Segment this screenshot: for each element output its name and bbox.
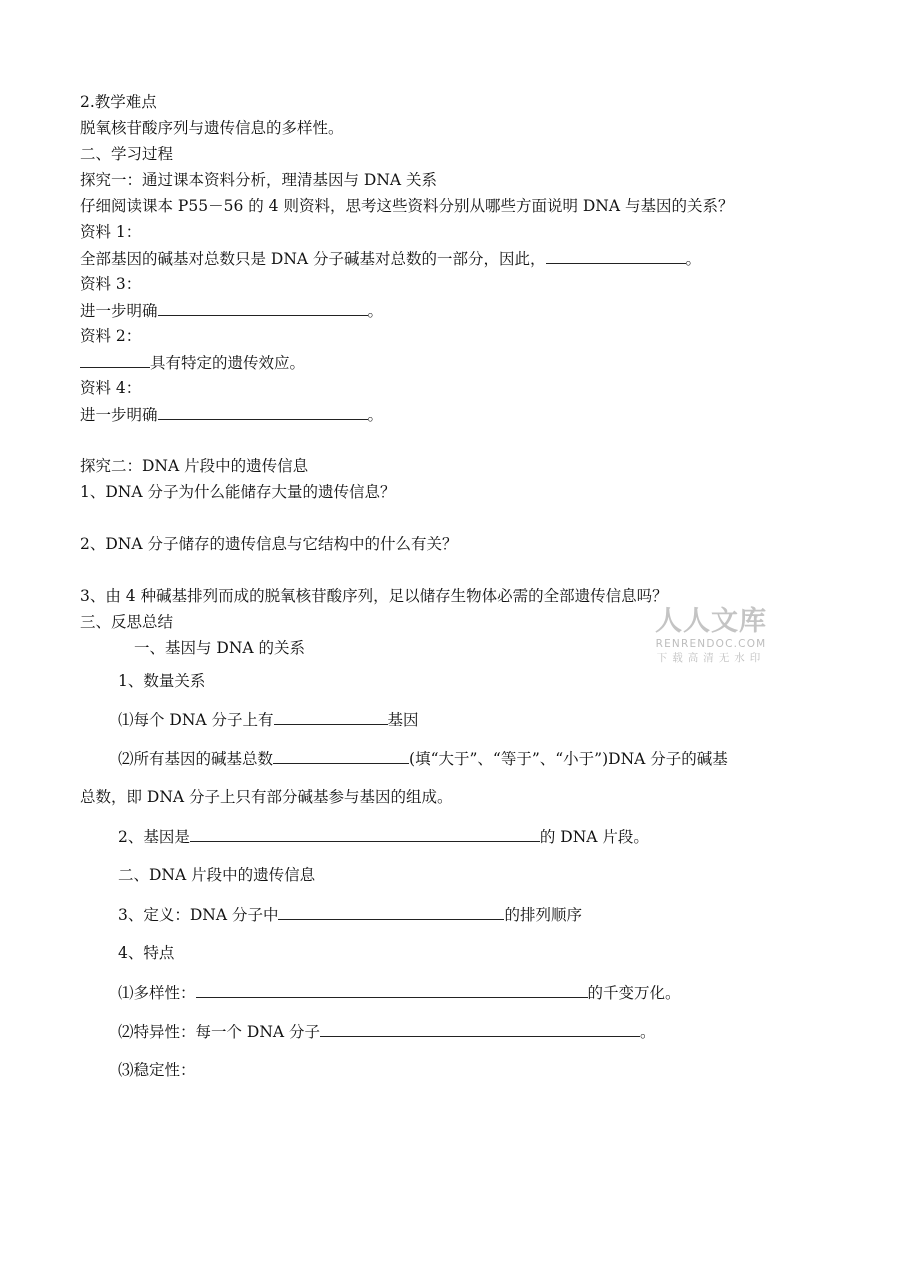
label-material-1: 资料 1： <box>80 223 142 241</box>
text-difficulty-content: 脱氧核苷酸序列与遗传信息的多样性。 <box>80 119 344 137</box>
question-end: 。 <box>367 406 384 424</box>
question-3: 3、由 4 种碱基排列而成的脱氧核苷酸序列，足以储存生物体必需的全部遗传信息吗？ <box>80 587 668 605</box>
fill-stability: ⑶稳定性： <box>118 1061 196 1079</box>
question-material-3 <box>80 300 383 321</box>
question-text: 全部基因的碱基对总数只是 DNA 分子碱基对总数的一部分，因此， <box>80 250 546 268</box>
question-end: 。 <box>685 250 702 268</box>
heading-inquiry-one: 探究一：通过课本资料分析，理清基因与 DNA 关系 <box>80 171 438 189</box>
watermark-logo <box>648 606 774 665</box>
answer-blank[interactable] <box>273 748 409 764</box>
question-end: 。 <box>640 1023 656 1041</box>
text-base-count-continued: 总数，即 DNA 分子上只有部分碱基参与基因的组成。 <box>80 788 453 806</box>
answer-blank[interactable] <box>190 826 540 842</box>
heading-teaching-difficulty: 2.教学难点 <box>80 93 157 111</box>
heading-reflection: 三、反思总结 <box>80 613 174 631</box>
question-material-4 <box>80 404 383 425</box>
question-end: 基因 <box>387 711 419 729</box>
watermark-brand: 人人文库 <box>655 606 767 637</box>
watermark-slogan: 下载高清无水印 <box>656 652 766 664</box>
question-text: ⑵所有基因的碱基总数 <box>118 750 274 768</box>
fill-definition <box>118 904 582 925</box>
question-material-1 <box>80 248 701 269</box>
question-end: 的排列顺序 <box>504 906 582 924</box>
question-text: ⑴多样性： <box>118 984 196 1002</box>
question-end: (填“大于”、“等于”、“小于”)DNA 分子的碱基 <box>409 750 728 768</box>
fill-gene-definition <box>118 826 649 847</box>
label-material-2: 资料 2： <box>80 327 142 345</box>
answer-blank[interactable] <box>320 1021 640 1037</box>
watermark-domain: RENRENDOC.COM <box>655 638 767 650</box>
question-text: ⑵特异性：每一个 DNA 分子 <box>118 1023 321 1041</box>
answer-blank[interactable] <box>158 300 368 316</box>
fill-specificity <box>118 1021 656 1042</box>
fill-diversity <box>118 982 681 1003</box>
heading-gene-dna-relation: 一、基因与 DNA 的关系 <box>134 639 306 657</box>
question-end: 的 DNA 片段。 <box>539 828 649 846</box>
label-material-4: 资料 4： <box>80 379 142 397</box>
question-text: 进一步明确 <box>80 302 158 320</box>
heading-learning-process: 二、学习过程 <box>80 145 174 163</box>
question-text: 具有特定的遗传效应。 <box>150 354 306 372</box>
fill-base-count <box>118 748 728 769</box>
heading-genetic-info: 二、DNA 片段中的遗传信息 <box>118 866 316 884</box>
heading-quantity-relation: 1、数量关系 <box>118 672 206 690</box>
question-end: 的千变万化。 <box>587 984 681 1002</box>
question-text: 2、基因是 <box>118 828 190 846</box>
answer-blank[interactable] <box>278 904 504 920</box>
question-end: 。 <box>367 302 384 320</box>
heading-inquiry-two: 探究二：DNA 片段中的遗传信息 <box>80 457 309 475</box>
answer-blank[interactable] <box>274 709 388 725</box>
question-text: 进一步明确 <box>80 406 158 424</box>
question-text: 3、定义：DNA 分子中 <box>118 906 279 924</box>
fill-genes-per-dna <box>118 709 419 730</box>
question-1: 1、DNA 分子为什么能储存大量的遗传信息？ <box>80 483 396 501</box>
label-material-3: 资料 3： <box>80 275 142 293</box>
answer-blank[interactable] <box>196 982 588 998</box>
answer-blank[interactable] <box>80 352 150 368</box>
question-2: 2、DNA 分子储存的遗传信息与它结构中的什么有关？ <box>80 535 458 553</box>
heading-characteristics: 4、特点 <box>118 944 175 962</box>
question-material-2 <box>80 352 305 373</box>
answer-blank[interactable] <box>158 404 368 420</box>
question-text: ⑴每个 DNA 分子上有 <box>118 711 274 729</box>
text-reading-instruction: 仔细阅读课本 P55－56 的 4 则资料，思考这些资料分别从哪些方面说明 DNA 与基因的关系？ <box>80 197 734 215</box>
answer-blank[interactable] <box>546 248 686 264</box>
